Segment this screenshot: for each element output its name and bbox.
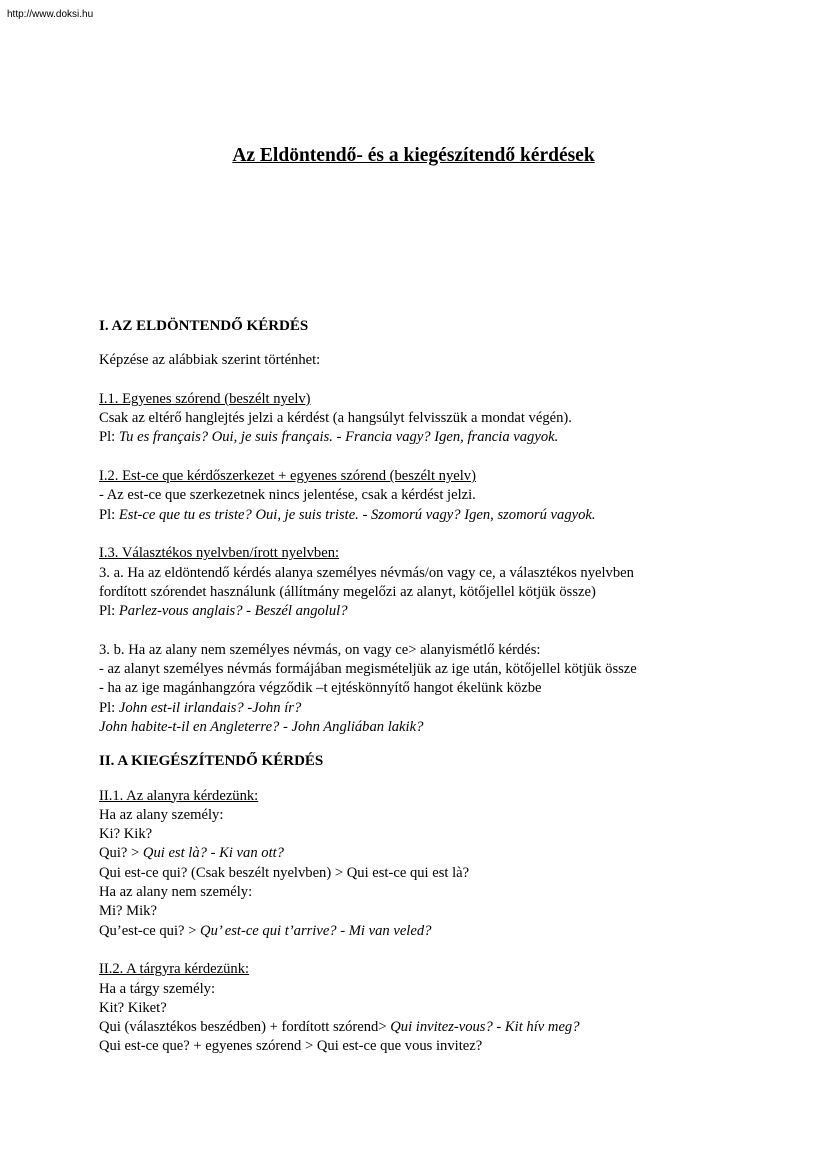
subsection-1-3a-example bbox=[99, 602, 799, 621]
subsection-2-1-line-7 bbox=[99, 922, 799, 941]
subsection-1-2-heading: I.2. Est-ce que kérdőszerkezet + egyenes szórend (beszélt nyelv) bbox=[99, 468, 476, 485]
example-text: John est-il irlandais? -John ír? bbox=[118, 699, 302, 716]
section-1-intro: Képzése az alábbiak szerint történhet: bbox=[99, 352, 321, 369]
subsection-2-1-heading: II.1. Az alanyra kérdezünk: bbox=[99, 787, 259, 804]
subsection-1-3b-line-3: - ha az ige magánhangzóra végződik –t ejtéskönnyítő hangot ékelünk közbe bbox=[99, 680, 542, 697]
example-prefix: Qui (választékos beszédben) + fordított szórend> bbox=[99, 1019, 391, 1036]
example-text: Est-ce que tu es triste? Oui, je suis triste. - Szomorú vagy? Igen, szomorú vagyok. bbox=[118, 506, 596, 523]
example-text: Qui est là? - Ki van ott? bbox=[142, 845, 284, 862]
example-text: Parlez-vous anglais? - Beszél angolul? bbox=[118, 603, 348, 620]
subsection-2-2-heading: II.2. A tárgyra kérdezünk: bbox=[99, 961, 250, 978]
document-body bbox=[99, 317, 799, 1057]
subsection-2-2-line-3 bbox=[99, 1018, 799, 1037]
subsection-1-3-heading: I.3. Választékos nyelvben/írott nyelvben: bbox=[99, 545, 340, 562]
subsection-2-1-line-2: Ki? Kik? bbox=[99, 826, 153, 843]
subsection-1-1-example bbox=[99, 428, 799, 447]
subsection-1-2-example bbox=[99, 506, 799, 525]
subsection-1-1-heading: I.1. Egyenes szórend (beszélt nyelv) bbox=[99, 390, 311, 407]
example-text: John habite-t-il en Angleterre? - John Angliában lakik? bbox=[99, 718, 424, 735]
subsection-1-1-text: Csak az eltérő hanglejtés jelzi a kérdést (a hangsúlyt felvisszük a mondat végén). bbox=[99, 410, 572, 427]
example-text: Tu es français? Oui, je suis français. - Francia vagy? Igen, francia vagyok. bbox=[118, 429, 559, 446]
subsection-1-2-text: - Az est-ce que szerkezetnek nincs jelentése, csak a kérdést jelzi. bbox=[99, 487, 476, 504]
subsection-1-3b-line-2: - az alanyt személyes névmás formájában megismételjük az ige után, kötőjellel kötjük össze bbox=[99, 661, 637, 678]
section-1-heading: I. AZ ELDÖNTENDŐ KÉRDÉS bbox=[99, 318, 309, 334]
page-title: Az Eldöntendő- és a kiegészítendő kérdések bbox=[232, 145, 595, 166]
subsection-2-1-line-6: Mi? Mik? bbox=[99, 903, 157, 920]
example-prefix: Pl: bbox=[99, 429, 119, 446]
example-text: Qu’ est-ce qui t’arrive? - Mi van veled? bbox=[200, 922, 432, 939]
subsection-2-2-line-1: Ha a tárgy személy: bbox=[99, 980, 216, 997]
subsection-1-3a-line-1: 3. a. Ha az eldöntendő kérdés alanya személyes névmás/on vagy ce, a választékos nyelvben bbox=[99, 564, 634, 581]
example-prefix: Pl: bbox=[99, 603, 119, 620]
subsection-2-2-line-4: Qui est-ce que? + egyenes szórend > Qui est-ce que vous invitez? bbox=[99, 1038, 483, 1055]
subsection-1-3b-example-1 bbox=[99, 699, 799, 718]
subsection-1-3b-example-2 bbox=[99, 718, 799, 737]
example-prefix: Pl: bbox=[99, 699, 119, 716]
subsection-2-1-line-1: Ha az alany személy: bbox=[99, 806, 224, 823]
example-prefix: Pl: bbox=[99, 506, 119, 523]
subsection-2-1-line-5: Ha az alany nem személy: bbox=[99, 884, 253, 901]
example-prefix: Qui? > bbox=[99, 845, 143, 862]
subsection-1-3b-line-1: 3. b. Ha az alany nem személyes névmás, on vagy ce> alanyismétlő kérdés: bbox=[99, 641, 541, 658]
example-prefix: Qu’est-ce qui? > bbox=[99, 922, 201, 939]
example-text: Qui invitez-vous? - Kit hív meg? bbox=[390, 1019, 580, 1036]
section-2-heading: II. A KIEGÉSZÍTENDŐ KÉRDÉS bbox=[99, 753, 324, 770]
source-url: http://www.doksi.hu bbox=[7, 9, 94, 20]
subsection-1-3a-line-2: fordított szórendet használunk (állítmány megelőzi az alanyt, kötőjellel kötjük össze) bbox=[99, 583, 596, 600]
subsection-2-1-line-3 bbox=[99, 844, 799, 863]
subsection-2-2-line-2: Kit? Kiket? bbox=[99, 999, 167, 1016]
subsection-2-1-line-4: Qui est-ce qui? (Csak beszélt nyelvben) > Qui est-ce qui est là? bbox=[99, 864, 470, 881]
